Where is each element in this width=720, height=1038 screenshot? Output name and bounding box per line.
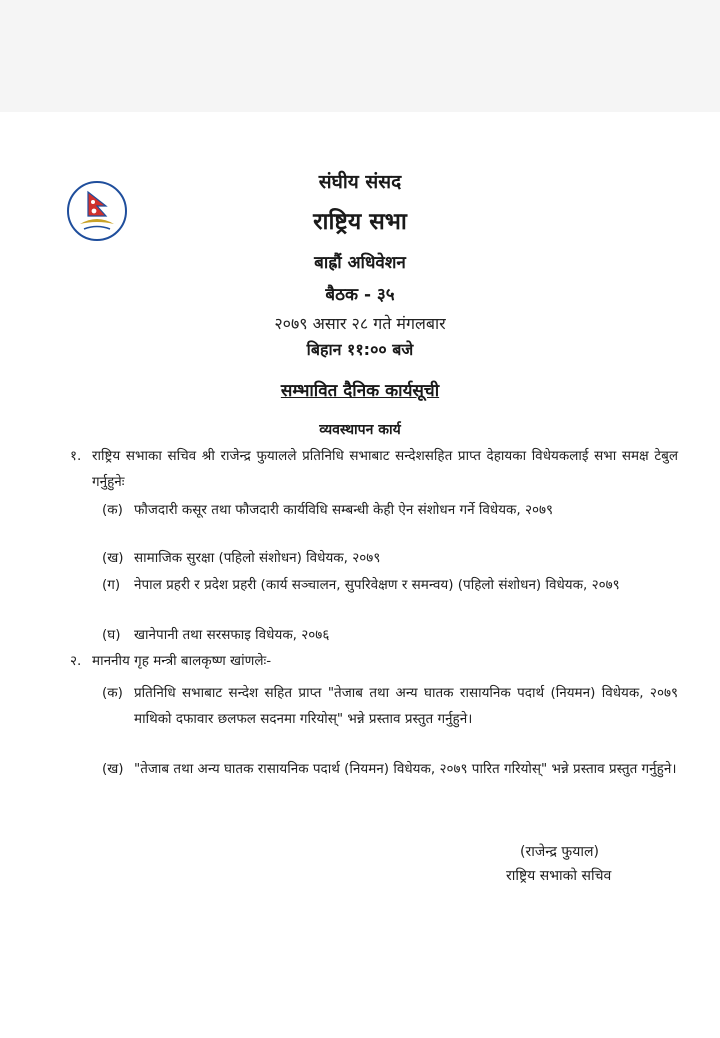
item-1-sub-text: नेपाल प्रहरी र प्रदेश प्रहरी (कार्य सञ्चालन, सुपरिवेक्षण र समन्वय) (पहिलो संशोधन) विधेयक, २०७९	[134, 577, 620, 593]
section-title: व्यवस्थापन कार्य	[319, 422, 401, 438]
header-session: बाह्रौं अधिवेशन	[314, 253, 406, 273]
item-1-number: १.	[70, 448, 82, 464]
item-2-text: माननीय गृह मन्त्री बालकृष्ण खांणलेः-	[92, 653, 272, 669]
item-2-sub-text: "तेजाब तथा अन्य घातक रासायनिक पदार्थ (नियमन) विधेयक, २०७९ पारित गरियोस्" भन्ने प्रस्ताव प्रस्तुत गर्नुहुने।	[134, 761, 677, 777]
signatory-name: (राजेन्द्र फुयाल)	[520, 844, 599, 860]
item-1-sub-text: खानेपानी तथा सरसफाइ विधेयक, २०७६	[134, 627, 330, 643]
item-1-sub-text: सामाजिक सुरक्षा (पहिलो संशोधन) विधेयक, २०७९	[134, 550, 381, 566]
top-background-band	[0, 0, 720, 112]
agenda-title: सम्भावित दैनिक कार्यसूची	[280, 381, 440, 401]
header-time: बिहान ११:०० बजे	[306, 340, 414, 359]
item-1-text: राष्ट्रिय सभाका सचिव श्री राजेन्द्र फुयालले प्रतिनिधि सभाबाट सन्देशसहित प्राप्त देहायका विधेयकलाई सभा समक्ष टेबुल गर्नुहुनेः	[92, 448, 678, 490]
header-date: २०७९ असार २८ गते मंगलबार	[274, 314, 446, 333]
item-2-sub-text: प्रतिनिधि सभाबाट सन्देश सहित प्राप्त "तेजाब तथा अन्य घातक रासायनिक पदार्थ (नियमन) विधेयक, २०७९ माथिको दफावार छलफल सदनमा गरियोस्" भन्ने प्रस्ताव प्रस्तुत गर्नुहुने।	[134, 685, 678, 727]
header-parliament: संघीय संसद	[318, 171, 402, 193]
item-1-sub-label: (ग)	[102, 577, 121, 593]
item-2-sub-label: (क)	[102, 685, 123, 701]
item-1-sub-label: (क)	[102, 502, 123, 518]
item-2-sub-label: (ख)	[102, 761, 124, 777]
item-2-number: २.	[70, 653, 82, 669]
item-1-sub-label: (ख)	[102, 550, 124, 566]
signatory-title: राष्ट्रिय सभाको सचिव	[506, 868, 612, 884]
header-national-assembly: राष्ट्रिय सभा	[313, 209, 407, 235]
header-meeting-number: बैठक - ३५	[325, 285, 395, 305]
item-1-sub-label: (घ)	[102, 627, 121, 643]
item-1-sub-text: फौजदारी कसूर तथा फौजदारी कार्यविधि सम्बन्धी केही ऐन संशोधन गर्ने विधेयक, २०७९	[134, 502, 554, 518]
